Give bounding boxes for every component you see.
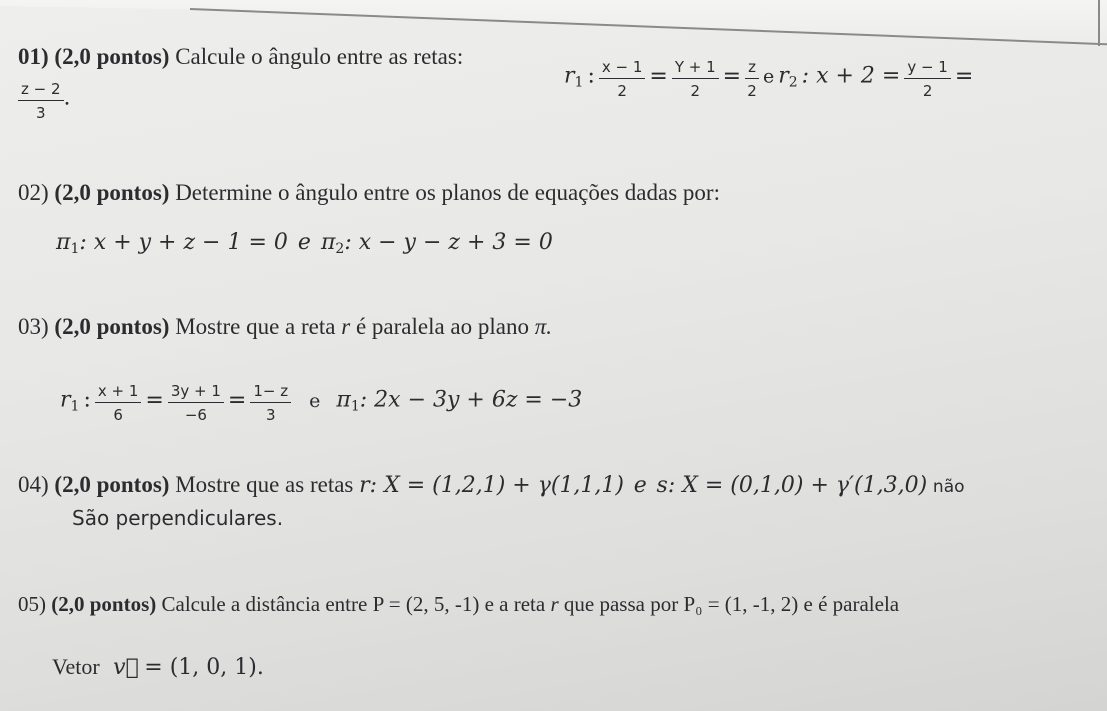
q5-line-2 [52, 654, 264, 680]
q3-var-pi: π. [534, 314, 553, 339]
q2-connector: e [297, 230, 311, 255]
q3-equations: r1 : $\frac{x + 1}{6}$ = $\frac{3y + 1}{-6}$ = $\frac{1- z}{3}$ e π1: 2x − 3y + 6z = −3 [60, 382, 583, 424]
q2-p1-name: π [56, 230, 71, 255]
q1-fraction-2: $\frac{Y + 1}{2}$ [672, 58, 719, 100]
q3-p1-eq: : 2x − 3y + 6z = −3 [359, 387, 583, 413]
q1-period: . [63, 85, 71, 111]
q3-fraction-3: $\frac{1- z}{3}$ [250, 382, 291, 424]
q3-text-a: Mostre que a reta [175, 314, 336, 339]
q1-fraction-1: $\frac{x - 1}{2}$ [599, 58, 646, 100]
question-3 [18, 314, 552, 340]
question-4 [18, 472, 965, 498]
q5-point-p: P = (2, 5, -1) [372, 592, 480, 616]
q1-fraction-5: $\frac{z - 2}{3}$ [18, 80, 64, 122]
q5-text-d: e é paralela [803, 592, 900, 616]
q2-p2-eq: : x − y − z + 3 = 0 [344, 230, 553, 255]
q4-text-b: não [932, 477, 965, 497]
q4-text-a: Mostre que as retas [175, 472, 354, 497]
q3-fraction-1: $\frac{x + 1}{6}$ [95, 382, 142, 424]
q3-r1-sub: 1 [70, 398, 80, 415]
q4-line-2: São perpendiculares. [72, 506, 284, 530]
q5-text-b: e a reta [484, 592, 546, 616]
q1-line-equations: r1 : $\frac{x - 1}{2}$ = $\frac{Y + 1}{2}$ = $\frac{z}{2}$ e r2 : x + 2 = $\frac{y - 1}{2}$ = [564, 58, 974, 100]
q2-number: 02) [18, 180, 49, 205]
q3-p1-sub: 1 [350, 398, 360, 415]
q1-r2-lhs: : x + 2 = [801, 63, 901, 89]
q1-r2-name: r [778, 63, 789, 89]
q1-fraction-4: $\frac{y - 1}{2}$ [904, 58, 951, 100]
right-border-line [1098, 0, 1100, 46]
q1-number: 01) [18, 44, 49, 69]
q5-number: 05) [18, 592, 46, 616]
q4-s-equation: s: X = (0,1,0) + γ′(1,3,0) [656, 473, 928, 498]
q5-vector-name: v⃗ [113, 655, 139, 680]
q2-points: (2,0 pontos) [54, 180, 170, 205]
q2-p2-sub: 2 [335, 241, 345, 257]
q4-connector: e [633, 473, 647, 498]
q2-p1-sub: 1 [70, 241, 80, 257]
question-2 [18, 180, 720, 206]
q1-trailing-eq: = [954, 63, 974, 89]
q4-number: 04) [18, 472, 49, 497]
q5-points: (2,0 pontos) [51, 592, 157, 616]
q1-colon: : [587, 63, 595, 89]
q5-vector-word: Vetor [52, 654, 100, 679]
q1-points: (2,0 pontos) [54, 44, 170, 69]
q5-point-p0: P₀ = (1, -1, 2) [683, 592, 799, 616]
q5-var-r: r [550, 592, 559, 616]
q3-colon: : [83, 387, 91, 413]
q2-plane-equations [56, 230, 553, 257]
q2-p2-name: π [320, 230, 336, 255]
q2-p1-eq: : x + y + z − 1 = 0 [79, 230, 288, 255]
q5-text-a: Calcule a distância entre [161, 592, 368, 616]
q1-text: Calcule o ângulo entre as retas: [175, 44, 464, 69]
q4-r-equation: r: X = (1,2,1) + γ(1,1,1) [359, 473, 624, 498]
q2-text: Determine o ângulo entre os planos de equações dadas por: [175, 180, 720, 205]
q3-var-r: r [341, 314, 351, 339]
q3-connector: e [309, 389, 321, 412]
q1-line-2 [18, 80, 71, 122]
q5-text-c: que passa por [563, 592, 679, 616]
q3-text-b: é paralela ao plano [355, 314, 529, 339]
q4-points: (2,0 pontos) [54, 472, 170, 497]
q3-fraction-2: $\frac{3y + 1}{-6}$ [168, 382, 224, 424]
q3-r1-name: r [60, 387, 71, 413]
q3-p1-name: π [336, 387, 351, 413]
q1-r1-name: r [564, 63, 575, 89]
question-5 [18, 592, 899, 617]
q1-r1-sub: 1 [574, 74, 584, 91]
q1-connector: e [762, 65, 775, 88]
q1-r2-sub: 2 [788, 74, 798, 91]
q3-points: (2,0 pontos) [54, 314, 170, 339]
q5-vector-eq: = (1, 0, 1). [144, 655, 264, 680]
question-1 [18, 44, 463, 70]
q1-fraction-3: $\frac{z}{2}$ [745, 58, 759, 100]
q3-number: 03) [18, 314, 49, 339]
